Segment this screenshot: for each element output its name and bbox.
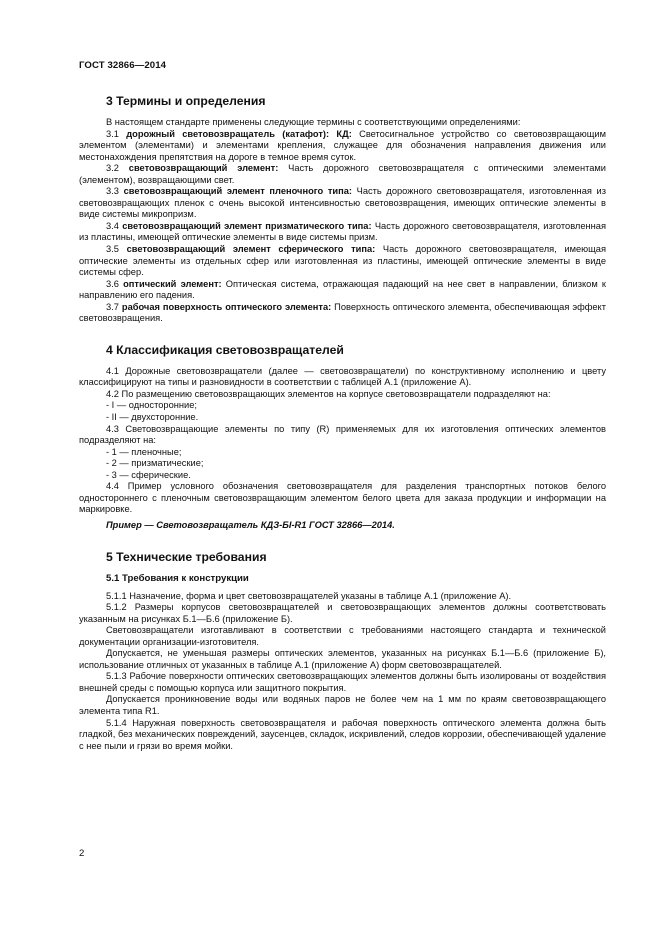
section-5-heading: 5 Технические требования: [106, 549, 267, 564]
term-3-1: 3.1 дорожный световозвращатель (катафот): КД: Светосигнальное устройство со световозвращающим элементом (элементами) и элементами крепления, служащее для обозначения направления движения или местонахождения препятствия на дороге в темное время суток.: [79, 128, 606, 162]
section-3-heading: 3 Термины и определения: [106, 94, 266, 108]
paragraph-4-3: 4.3 Световозвращающие элементы по типу (R) применяемых для их изготовления оптических элементов подразделяют на:: [79, 423, 606, 446]
document-header: ГОСТ 32866—2014: [79, 60, 167, 71]
term-3-5: 3.5 световозвращающий элемент сферического типа: Часть дорожного световозвращателя, имеющая оптические элементы из отдельных сфер или изготовленная из пластины, имеющей оптические элементы в виде системы сфер.: [79, 244, 607, 278]
subsection-5-1-heading: 5.1 Требования к конструкции: [106, 572, 249, 584]
term-3-3: 3.3 световозвращающий элемент пленочного типа: Часть дорожного световозвращателя, изготовленная из световозвращающих пленок с очень высокой интенсивностью световозвращения, имеющих оптические элементы в виде системы микропризм.: [79, 186, 606, 220]
section-4-heading: 4 Классификация световозвращателей: [106, 342, 344, 357]
designation-example: Пример — Световозвращатель КДЗ-БI-R1 ГОСТ 32866—2014.: [106, 519, 395, 530]
list-item: - 1 — пленочные;: [106, 446, 182, 457]
paragraph-5-1-1: 5.1.1 Назначение, форма и цвет световозвращателей указаны в таблице А.1 (приложение А).: [106, 590, 512, 601]
paragraph-water-ingress: Допускается проникновение воды или водяных паров не более чем на 1 мм по краям световозвращающего элемента типа R1.: [79, 694, 606, 716]
list-item: - I — односторонние;: [106, 400, 197, 411]
paragraph-allowed-forms: Допускается, не уменьшая размеры оптических элементов, указанных на рисунках Б.1—Б.6 (приложение Б), использование отличных от указанных в таблице А.1 (приложение А) форм световозвращателей.: [79, 648, 606, 670]
paragraph-5-1-2: 5.1.2 Размеры корпусов световозвращателей и световозвращающих элементов должны соответствовать указанным на рисунках Б.1—Б.6 (приложение Б).: [79, 602, 606, 624]
paragraph-4-4: 4.4 Пример условного обозначения световозвращателя для разделения транспортных потоков белого одностороннего с пленочным световозвращающим элементом белого цвета для заказа продукции и информации на маркировке.: [79, 481, 606, 515]
document-body: [79, 94, 606, 752]
list-item: - 2 — призматические;: [106, 458, 204, 469]
term-3-7: 3.7 рабочая поверхность оптического элемента: Поверхность оптического элемента, обеспечивающая эффект световозвращения.: [79, 301, 606, 324]
term-3-6: 3.6 оптический элемент: Оптическая система, отражающая падающий на нее свет в направлении, близком к направлению его падения.: [79, 278, 606, 301]
paragraph-5-1-4: 5.1.4 Наружная поверхность световозвращателя и рабочая поверхность оптического элемента должна быть гладкой, без механических повреждений, заусенцев, складок, искривлений, следов коррозии, обеспечивающей удаление с нее пыли и грязи во время мойки.: [79, 717, 606, 751]
section-3-intro: В настоящем стандарте применены следующие термины с соответствующими определениями:: [106, 117, 521, 127]
list-item: - II — двухсторонние.: [106, 412, 199, 423]
paragraph-5-1-3: 5.1.3 Рабочие поверхности оптических световозвращающих элементов должны быть изолированы от воздействия внешней среды с помощью корпуса или защитного покрытия.: [79, 671, 606, 693]
term-3-2: 3.2 световозвращающий элемент: Часть дорожного световозвращателя с оптическими элементами (элементом), возвращающими свет.: [79, 163, 606, 185]
page-number: 2: [79, 848, 85, 859]
list-item: - 3 — сферические.: [106, 469, 191, 480]
paragraph-4-2: 4.2 По размещению световозвращающих элементов на корпусе световозвращатели подразделяют на:: [106, 388, 551, 399]
term-3-4: 3.4 световозвращающий элемент призматического типа: Часть дорожного световозвращателя, изготовленная из пластины, имеющей оптические элементы в виде системы призм.: [79, 220, 606, 243]
paragraph-manufacture: Световозвращатели изготавливают в соответствии с требованиями настоящего стандарта и технической документации организации-изготовителя.: [79, 625, 606, 647]
paragraph-4-1: 4.1 Дорожные световозвращатели (далее — световозвращатели) по конструктивному исполнению и цвету классифицируют на типы и разновидности в соответствии с таблицей А.1 (приложение А).: [79, 365, 606, 388]
